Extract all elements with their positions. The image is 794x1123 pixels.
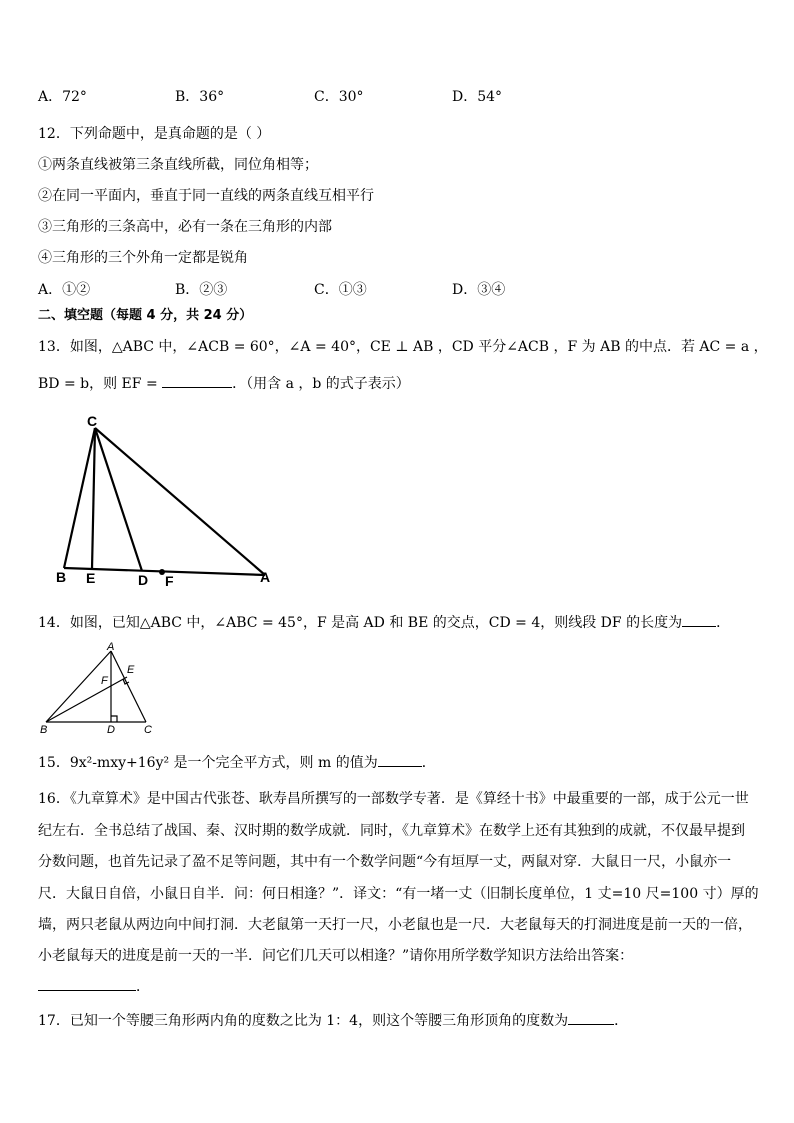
segment-ca bbox=[95, 428, 265, 575]
q12-option-c: C．①③ bbox=[314, 282, 367, 298]
q11-option-b: B．36° bbox=[175, 89, 225, 105]
q16-line-5: 墙，两只老鼠从两边向中间打洞．大老鼠第一天打一尺，小老鼠也是一尺．大老鼠每天的打洞进度是前一天的一倍， bbox=[38, 917, 752, 933]
q16-line-1: 16．《九章算术》是中国古代张苍、耿寿昌所撰写的一部数学专著．是《算经十书》中最重要的一部，成于公元一世 bbox=[38, 791, 749, 807]
section-heading: 二、填空题（每题 4 分，共 24 分） bbox=[38, 308, 253, 323]
q14-line-1 bbox=[38, 612, 730, 633]
q16-line-2: 纪左右．全书总结了战国、秦、汉时期的数学成就．同时，《九章算术》在数学上还有其独到的成就，不仅最早提到 bbox=[38, 823, 745, 839]
q15-line bbox=[38, 752, 436, 773]
label-c: C bbox=[144, 724, 152, 736]
q13-line-2 bbox=[38, 373, 410, 394]
q16-line-4: 尺．大鼠日自倍，小鼠日自半．问：何日相逢？”．译文：“有一堵一丈（旧制长度单位，1 丈=10 尺=100 寸）厚的 bbox=[38, 886, 759, 902]
q12-option-d: D．③④ bbox=[452, 282, 506, 298]
label-e: E bbox=[86, 570, 96, 586]
q12-statement-3: ③三角形的三条高中，必有一条在三角形的内部 bbox=[38, 219, 332, 235]
label-d: D bbox=[138, 572, 149, 588]
q16-line-7 bbox=[38, 976, 150, 997]
right-angle-d bbox=[111, 716, 117, 722]
q12-option-a: A．①② bbox=[38, 282, 91, 298]
q12-statement-4: ④三角形的三个外角一定都是锐角 bbox=[38, 250, 248, 266]
q14-answer-blank[interactable] bbox=[682, 612, 716, 627]
segment-cb bbox=[64, 428, 95, 568]
q17-answer-blank[interactable] bbox=[568, 1010, 614, 1025]
segment-be bbox=[46, 677, 127, 722]
q16-answer-blank[interactable] bbox=[38, 976, 136, 991]
segment-ce bbox=[92, 428, 95, 569]
label-d: D bbox=[107, 724, 115, 736]
q12-stem: 12．下列命题中，是真命题的是（ ） bbox=[38, 126, 271, 142]
label-b: B bbox=[40, 724, 48, 736]
q16-line-6: 小老鼠每天的进度是前一天的一半．问它们几天可以相逢？”请你用所学数学知识方法给出答案： bbox=[38, 948, 634, 964]
q13-line-1: 13．如图，△ABC 中，∠ACB = 60°，∠A = 40°，CE ⊥ AB ，CD 平分∠ACB ，F 为 AB 的中点．若 AC = a ， bbox=[38, 339, 768, 355]
label-b: B bbox=[56, 569, 67, 585]
q16-line-3: 分数问题，也首先记录了盈不足等问题，其中有一个数学问题“今有垣厚一丈，两鼠对穿．大鼠日一尺，小鼠亦一 bbox=[38, 854, 732, 870]
q15-text-a: 15．9x²-mxy+16y² 是一个完全平方式，则 m 的值为 bbox=[38, 755, 378, 771]
q13-answer-blank[interactable] bbox=[162, 373, 232, 388]
q13-text-b: ．（用含 a ，b 的式子表示） bbox=[232, 376, 410, 392]
q14-text-a: 14．如图，已知△ABC 中，∠ABC = 45°，F 是高 AD 和 BE 的交点，CD = 4，则线段 DF 的长度为 bbox=[38, 615, 683, 631]
q11-option-c: C．30° bbox=[314, 89, 364, 105]
label-f: F bbox=[165, 573, 174, 588]
q14-triangle-figure bbox=[36, 640, 166, 736]
q15-text-b: ． bbox=[421, 755, 436, 771]
q17-line bbox=[38, 1010, 628, 1031]
label-c: C bbox=[87, 413, 98, 429]
q15-answer-blank[interactable] bbox=[378, 752, 422, 767]
label-e: E bbox=[127, 664, 135, 676]
q12-statement-2: ②在同一平面内，垂直于同一直线的两条直线互相平行 bbox=[38, 188, 374, 204]
segment-ac bbox=[111, 651, 146, 722]
q14-text-b: ． bbox=[716, 615, 731, 631]
q13-text-a: BD = b，则 EF = bbox=[38, 376, 163, 392]
q13-triangle-figure bbox=[50, 410, 282, 588]
q17-text-a: 17．已知一个等腰三角形两内角的度数之比为 1：4，则这个等腰三角形顶角的度数为 bbox=[38, 1013, 569, 1029]
q12-option-b: B．②③ bbox=[175, 282, 228, 298]
label-a: A bbox=[107, 641, 115, 653]
q11-option-a: A．72° bbox=[38, 89, 87, 105]
label-f: F bbox=[101, 675, 108, 687]
q17-text-b: ． bbox=[614, 1013, 629, 1029]
label-a: A bbox=[260, 569, 271, 585]
q16-text-end: ． bbox=[136, 979, 150, 995]
q11-option-d: D．54° bbox=[452, 89, 503, 105]
q12-statement-1: ①两条直线被第三条直线所截，同位角相等； bbox=[38, 157, 318, 173]
